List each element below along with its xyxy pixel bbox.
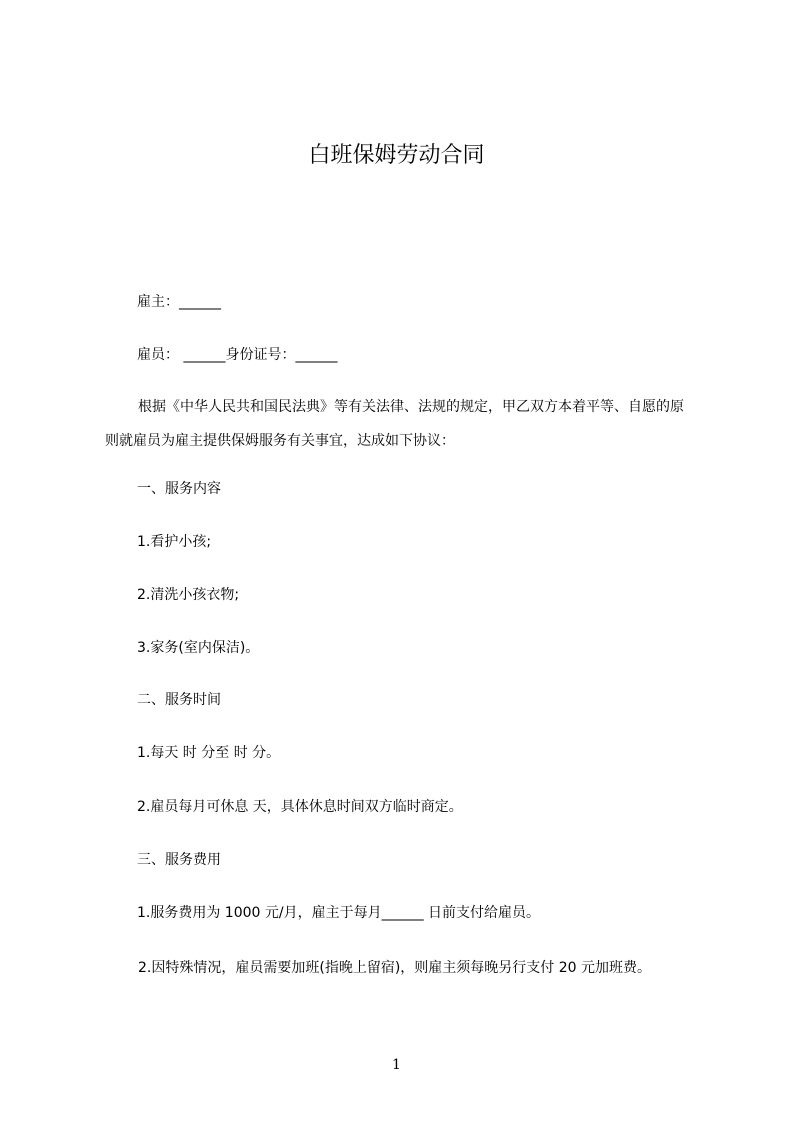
employer-line: 雇主：______ xyxy=(137,294,221,310)
section1-item2: 2.清洗小孩衣物; xyxy=(137,587,240,603)
section1-item3: 3.家务(室内保洁)。 xyxy=(137,640,260,656)
section3-item2: 2.因特殊情况，雇员需要加班(指晚上留宿)，则雇主须每晚另行支付 20 元加班费。 xyxy=(138,960,651,976)
document-title: 白班保姆劳动合同 xyxy=(308,143,485,168)
employee-line: 雇员： ______身份证号：______ xyxy=(137,347,338,363)
section2-item1: 1.每天 时 分至 时 分。 xyxy=(137,745,281,761)
section3-heading: 三、服务费用 xyxy=(137,852,221,868)
section1-heading: 一、服务内容 xyxy=(137,481,221,497)
section3-item1: 1.服务费用为 1000 元/月，雇主于每月______ 日前支付给雇员。 xyxy=(137,905,541,921)
page-number: 1 xyxy=(392,1057,401,1073)
section2-heading: 二、服务时间 xyxy=(137,692,221,708)
section2-item2: 2.雇员每月可休息 天，具体休息时间双方临时商定。 xyxy=(137,799,463,815)
section1-item1: 1.看护小孩; xyxy=(137,534,212,550)
intro-paragraph: 根据《中华人民共和国民法典》等有关法律、法规的规定，甲乙双方本着平等、自愿的原则就雇员为雇主提供保姆服务有关事宜，达成如下协议： xyxy=(105,399,684,449)
